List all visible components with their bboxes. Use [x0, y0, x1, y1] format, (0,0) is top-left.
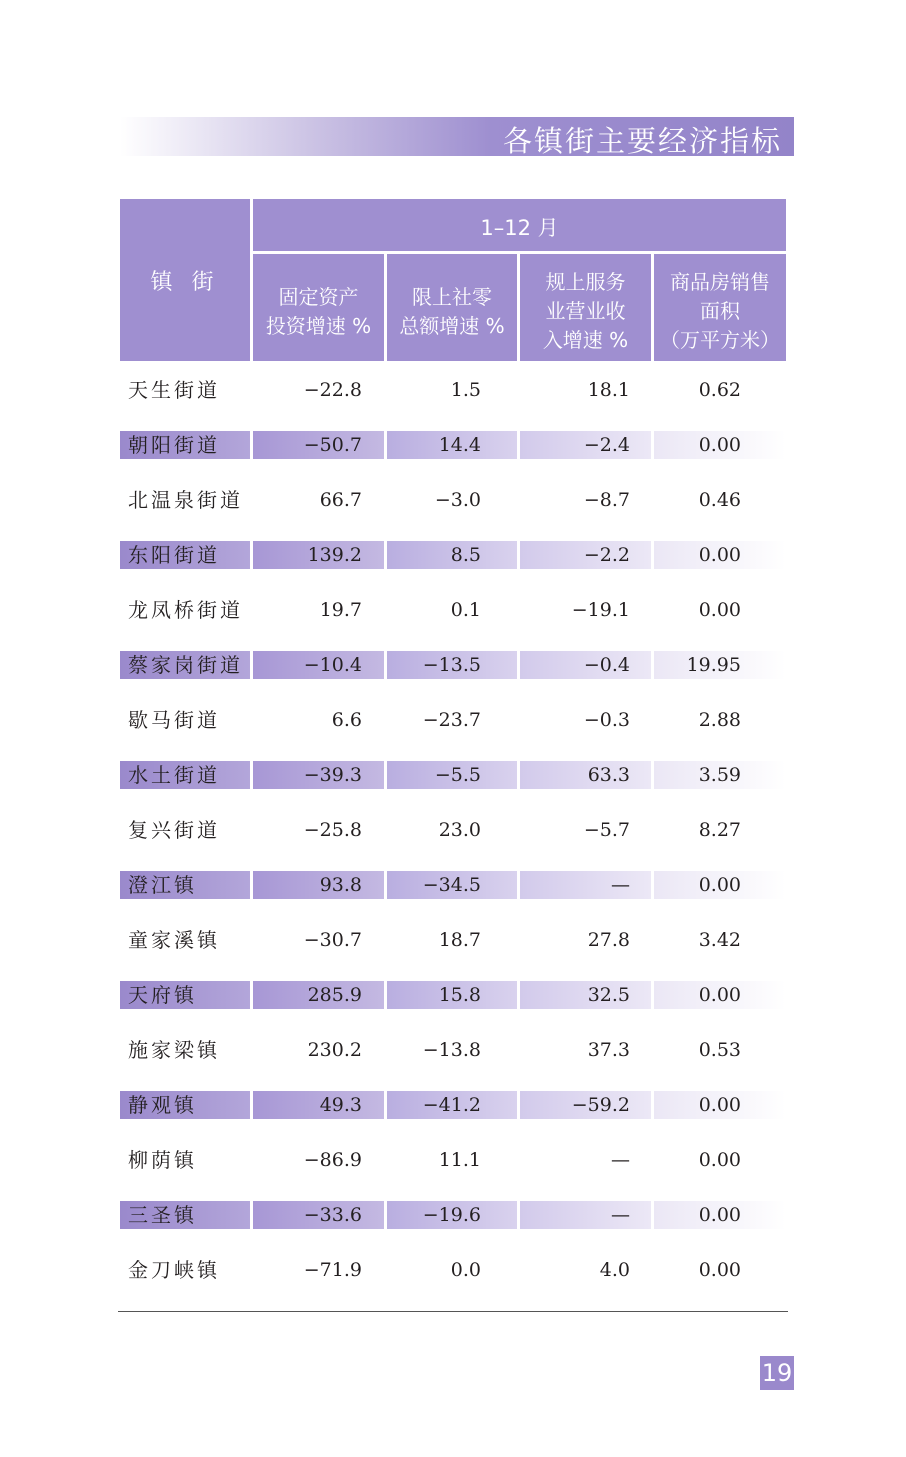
header-col-services-line3: 入增速 % — [542, 328, 629, 352]
value-investment: −22.8 — [303, 379, 362, 401]
value-retail: 18.7 — [438, 929, 481, 951]
value-investment: −33.6 — [303, 1204, 362, 1226]
value-investment: 49.3 — [319, 1094, 362, 1116]
value-housing: 2.88 — [698, 709, 741, 731]
row-name: 复兴街道 — [128, 818, 220, 842]
value-services: 37.3 — [587, 1039, 630, 1061]
header-col-retail — [387, 254, 517, 361]
page-title: 各镇街主要经济指标 — [502, 124, 782, 158]
value-investment: −86.9 — [303, 1149, 362, 1171]
page-number: 19 — [760, 1356, 794, 1390]
row-name: 金刀峡镇 — [128, 1258, 220, 1282]
header-col-services-line2: 业营业收 — [545, 299, 626, 323]
header-row-label: 镇 街 — [150, 270, 220, 295]
header-col-investment — [253, 254, 384, 361]
table-row — [120, 926, 786, 954]
value-housing: 0.00 — [698, 434, 741, 456]
value-retail: 1.5 — [450, 379, 481, 401]
value-investment: −39.3 — [303, 764, 362, 786]
row-name: 天生街道 — [128, 378, 220, 402]
value-services: −5.7 — [583, 819, 630, 841]
table-row — [120, 706, 786, 734]
row-name: 北温泉街道 — [128, 488, 243, 512]
table-row — [120, 486, 786, 514]
value-services: — — [611, 874, 630, 896]
table-row — [120, 1256, 786, 1284]
value-housing: 0.00 — [698, 1259, 741, 1281]
value-housing: 0.00 — [698, 1204, 741, 1226]
value-services: 4.0 — [599, 1259, 630, 1281]
header-period-cell — [253, 199, 786, 251]
value-housing: 0.00 — [698, 1094, 741, 1116]
value-retail: −5.5 — [434, 764, 481, 786]
value-services: −0.4 — [583, 654, 630, 676]
header-col-investment-line2: 投资增速 % — [265, 314, 372, 338]
table-row-shaded — [120, 431, 786, 459]
table-row-shaded — [120, 871, 786, 899]
value-services: — — [611, 1149, 630, 1171]
header-row-label-cell — [120, 199, 250, 361]
value-housing: 3.42 — [698, 929, 741, 951]
value-investment: 139.2 — [307, 544, 362, 566]
row-name: 天府镇 — [128, 983, 197, 1007]
table-row-shaded — [120, 651, 786, 679]
value-retail: −34.5 — [422, 874, 481, 896]
value-housing: 0.00 — [698, 599, 741, 621]
row-name: 东阳街道 — [128, 543, 220, 567]
row-name: 朝阳街道 — [128, 433, 220, 457]
value-housing: 0.62 — [698, 379, 741, 401]
value-housing: 0.00 — [698, 874, 741, 896]
table-row — [120, 596, 786, 624]
value-investment: −30.7 — [303, 929, 362, 951]
header-col-housing-line3: （万平方米） — [660, 328, 780, 352]
value-housing: 3.59 — [698, 764, 741, 786]
value-retail: 8.5 — [450, 544, 481, 566]
table-row — [120, 1036, 786, 1064]
value-housing: 0.00 — [698, 544, 741, 566]
header-col-retail-line1: 限上社零 — [412, 285, 492, 309]
table-row-shaded — [120, 981, 786, 1009]
value-services: −59.2 — [571, 1094, 630, 1116]
row-name: 童家溪镇 — [128, 928, 220, 952]
value-housing: 8.27 — [698, 819, 741, 841]
value-retail: 0.1 — [450, 599, 481, 621]
table-bottom-rule — [118, 1311, 788, 1312]
row-name: 三圣镇 — [128, 1203, 197, 1227]
title-banner — [120, 117, 794, 156]
value-investment: 6.6 — [331, 709, 362, 731]
row-name: 澄江镇 — [128, 873, 197, 897]
row-name: 龙凤桥街道 — [128, 598, 243, 622]
row-name: 静观镇 — [128, 1093, 197, 1117]
value-investment: 19.7 — [319, 599, 362, 621]
value-investment: 285.9 — [307, 984, 362, 1006]
value-retail: 23.0 — [438, 819, 481, 841]
value-housing: 0.00 — [698, 984, 741, 1006]
value-investment: 93.8 — [319, 874, 362, 896]
value-services: 18.1 — [587, 379, 630, 401]
value-retail: −19.6 — [422, 1204, 481, 1226]
value-services: −0.3 — [583, 709, 630, 731]
value-retail: 14.4 — [438, 434, 481, 456]
table-row — [120, 816, 786, 844]
value-investment: −10.4 — [303, 654, 362, 676]
header-col-housing-line2: 面积 — [700, 299, 740, 323]
value-services: 63.3 — [587, 764, 630, 786]
table-row — [120, 376, 786, 404]
value-services: −19.1 — [571, 599, 630, 621]
value-retail: 11.1 — [438, 1149, 481, 1171]
value-housing: 0.00 — [698, 1149, 741, 1171]
value-retail: −23.7 — [422, 709, 481, 731]
table-row — [120, 1146, 786, 1174]
value-investment: −71.9 — [303, 1259, 362, 1281]
value-investment: −25.8 — [303, 819, 362, 841]
value-retail: −13.8 — [422, 1039, 481, 1061]
value-investment: −50.7 — [303, 434, 362, 456]
header-col-investment-line1: 固定资产 — [278, 285, 359, 309]
value-retail: −13.5 — [422, 654, 481, 676]
value-retail: −3.0 — [434, 489, 481, 511]
value-retail: −41.2 — [422, 1094, 481, 1116]
header-col-housing — [654, 254, 786, 361]
value-investment: 230.2 — [307, 1039, 362, 1061]
value-services: −2.4 — [583, 434, 630, 456]
value-services: −2.2 — [583, 544, 630, 566]
table-row-shaded — [120, 1201, 786, 1229]
row-name: 施家梁镇 — [128, 1038, 220, 1062]
value-retail: 0.0 — [450, 1259, 481, 1281]
value-services: −8.7 — [583, 489, 630, 511]
row-name: 水土街道 — [128, 763, 220, 787]
row-name: 蔡家岗街道 — [128, 653, 243, 677]
value-housing: 0.46 — [698, 489, 741, 511]
value-services: — — [611, 1204, 630, 1226]
value-retail: 15.8 — [438, 984, 481, 1006]
header-col-services — [520, 254, 651, 361]
header-col-services-line1: 规上服务 — [545, 270, 626, 294]
table-row-shaded — [120, 541, 786, 569]
value-services: 32.5 — [587, 984, 630, 1006]
value-investment: 66.7 — [319, 489, 362, 511]
table-row-shaded — [120, 761, 786, 789]
header-col-housing-line1: 商品房销售 — [670, 270, 770, 294]
row-name: 柳荫镇 — [128, 1148, 197, 1172]
value-services: 27.8 — [587, 929, 630, 951]
value-housing: 19.95 — [686, 654, 741, 676]
table-row-shaded — [120, 1091, 786, 1119]
value-housing: 0.53 — [698, 1039, 741, 1061]
header-col-retail-line2: 总额增速 % — [399, 314, 505, 338]
header-period: 1–12 月 — [480, 216, 559, 240]
row-name: 歇马街道 — [128, 708, 220, 732]
